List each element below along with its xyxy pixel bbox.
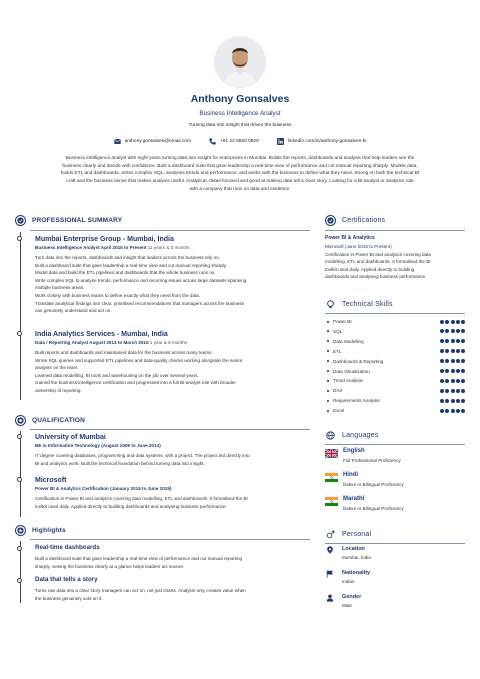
rating-dot: [440, 379, 444, 383]
rating-dot: [451, 320, 455, 324]
rating-dot: [440, 369, 444, 373]
briefcase-icon: [15, 215, 26, 226]
section-divider: [30, 429, 310, 430]
rating-dot: [451, 409, 455, 413]
professional-summary-heading: PROFESSIONAL SUMMARY: [15, 215, 122, 226]
bullet-icon: [327, 410, 329, 412]
experience-entry: [35, 331, 300, 395]
personal-label: Nationality: [342, 570, 371, 576]
role-dates: Data / Reporting Analyst August 2013 to March 2015 1 year & 8 months: [35, 340, 188, 345]
person-icon: [326, 594, 334, 602]
rating-dot: [445, 339, 449, 343]
skill-rating: [440, 349, 465, 353]
institution-name: Microsoft: [35, 477, 67, 484]
experience-description: Built reports and dashboards and maintained data for the business across many teams. Wrote SQL queries and supported ETL pipelines and data-quality checks working alongside the senior analysts on the team. Learned data modelling, BI tools and warehousing on the job over several years. Gained the business-intelligence certification and progressed into a full BI-analyst role with broader ownership of reporting.: [35, 350, 243, 393]
rating-dot: [451, 329, 455, 333]
summary-line: Business intelligence analyst with eight years turning data into insight for enterprises in Mumbai. Builds the reports, dashboards and analysis that help leaders see the: [65, 156, 415, 161]
rating-dot: [440, 329, 444, 333]
rating-dot: [461, 389, 465, 393]
lightbulb-icon: [325, 299, 336, 310]
rating-dot: [461, 379, 465, 383]
qualification-entry: [35, 434, 300, 467]
rating-dot: [461, 359, 465, 363]
personal-item-gender: [325, 594, 465, 612]
rating-dot: [456, 339, 460, 343]
skill-item: [325, 347, 465, 356]
rating-dot: [451, 389, 455, 393]
skill-name: Data Visualization: [333, 368, 370, 374]
skill-rating: [440, 379, 465, 383]
personal-label: Gender: [342, 594, 362, 600]
timeline-dot: [17, 578, 22, 583]
rating-dot: [456, 389, 460, 393]
personal-value: Mumbai, India: [342, 555, 371, 560]
skill-item: [325, 406, 465, 415]
rating-dot: [445, 389, 449, 393]
skill-rating: [440, 320, 465, 324]
personal-item-nationality: [325, 570, 465, 588]
section-divider: [30, 539, 310, 540]
linkedin-text: linkedin.com/in/anthony-gonsalves-bi: [287, 139, 367, 144]
rating-dot: [451, 339, 455, 343]
bullet-icon: [327, 340, 329, 342]
job-title: Business Intelligence Analyst: [199, 110, 281, 117]
email-contact[interactable]: [114, 138, 191, 145]
rating-dot: [451, 399, 455, 403]
skill-name: DAX: [333, 388, 343, 394]
rating-dot: [445, 329, 449, 333]
highlights-heading: Highlights: [15, 525, 66, 536]
linkedin-contact[interactable]: [277, 138, 367, 145]
skill-item: [325, 357, 465, 366]
company-name: India Analytics Services - Mumbai, India: [35, 331, 168, 338]
certification-title: Power BI & Analytics: [325, 235, 375, 241]
skill-name: Dashboards & Reporting: [333, 358, 384, 364]
language-name: English: [343, 448, 365, 454]
bullet-icon: [327, 390, 329, 392]
rating-dot: [451, 379, 455, 383]
skill-name: Data Modelling: [333, 338, 364, 344]
section-divider: [325, 444, 465, 445]
experience-description: Turn data into the reports, dashboards and insight that leaders across the business rely on. Built a dashboard suite that gave leadership a real-time view and cut manual reporting sharply. Model data and build the ETL pipelines and dashboards that the whole business runs on. Write complex SQL to analyse trends, performance and recurring issues across large datasets spanning multiple business areas. Work closely with business teams to define exactly what they need from the data. Translate analytical findings into clear, prioritised recommendations that managers across the business can genuinely understand and act on.: [35, 255, 247, 314]
rating-dot: [461, 320, 465, 324]
skill-item: [325, 396, 465, 405]
phone-icon: [209, 138, 216, 145]
rating-dot: [461, 399, 465, 403]
highlight-description: Turns raw data into a clear story managers can act on, not just charts. Analysis only creates value when the business genuinely acts on it.: [35, 588, 246, 601]
qualification-description: Certification in Power BI and analytics covering data modelling, ETL and dashboards. It formalised the BI toolkit used daily. Applied directly to building dashboards and analysing business performance.: [35, 496, 248, 509]
rating-dot: [445, 349, 449, 353]
section-divider: [325, 543, 465, 544]
bullet-icon: [327, 370, 329, 372]
rating-dot: [445, 379, 449, 383]
rating-dot: [456, 349, 460, 353]
graduation-cap-icon: [15, 415, 26, 426]
tagline: Turning data into insight that drives the business: [188, 123, 292, 128]
rating-dot: [440, 359, 444, 363]
certification-issuer: Microsoft (June 2015 to Present): [325, 244, 392, 249]
role-dates: Business Intelligence Analyst April 2015 to Present 11 years & 5 months: [35, 245, 190, 250]
bullet-icon: [327, 400, 329, 402]
skill-rating: [440, 389, 465, 393]
degree-dates: Power BI & Analytics Certification (January 2015 to June 2015): [35, 486, 172, 491]
rating-dot: [440, 339, 444, 343]
skill-item: [325, 386, 465, 395]
summary-line: craft and the business sense that makes analysis useful. Analytical, detail-focused and good at making data tell a clear story. Looking for a BI-analyst or analytics role: [66, 179, 414, 185]
summary-line: business clearly and decide with confidence. Built a dashboard suite that gave leadership a real-time view of performance and cut manual reporting sharply. Models data,: [62, 163, 418, 169]
experience-timeline: [20, 232, 21, 400]
rating-dot: [456, 329, 460, 333]
timeline-dot: [17, 546, 22, 551]
technical-skills-heading: Technical Skills: [325, 299, 393, 310]
rating-dot: [456, 399, 460, 403]
location-pin-icon: [326, 546, 334, 554]
profile-photo: [214, 36, 266, 88]
qualification-entry: [35, 477, 300, 510]
rating-dot: [445, 359, 449, 363]
highlight-entry: [35, 544, 300, 570]
rating-dot: [456, 379, 460, 383]
timeline-dot: [17, 331, 22, 336]
personal-item-location: [325, 546, 465, 564]
skill-item: [325, 376, 465, 385]
rating-dot: [461, 329, 465, 333]
skill-name: Power BI: [333, 319, 352, 324]
summary-line: with a company that runs on data and evidence.: [189, 186, 291, 192]
skill-rating: [440, 359, 465, 363]
rating-dot: [445, 320, 449, 324]
rating-dot: [456, 359, 460, 363]
rating-dot: [440, 320, 444, 324]
institution-name: University of Mumbai: [35, 434, 106, 441]
language-item: [325, 472, 465, 490]
bullet-icon: [327, 350, 329, 352]
language-name: Marathi: [343, 496, 365, 502]
summary-line: builds ETL and dashboards, writes complex SQL, analyses trends and performance, and works with the business to define what they need. Strong on both the technical BI: [60, 171, 420, 177]
language-level: Native or Bilingual Proficiency: [343, 506, 404, 511]
rating-dot: [440, 389, 444, 393]
skill-rating: [440, 329, 465, 333]
qualification-description: IT degree covering databases, programming and data systems, with a project. The project led directly into BI and analytics work. Built the technical foundation behind turning data into insight.: [35, 453, 250, 466]
languages-heading: Languages: [325, 430, 378, 441]
rating-dot: [461, 369, 465, 373]
skill-item: [325, 337, 465, 346]
rating-dot: [440, 399, 444, 403]
timeline-dot: [17, 236, 22, 241]
highlight-title: Data that tells a story: [35, 576, 98, 583]
skill-name: Trend Analysis: [333, 378, 363, 384]
skill-item: [325, 327, 465, 336]
rating-dot: [440, 349, 444, 353]
rating-dot: [451, 359, 455, 363]
experience-entry: [35, 236, 300, 315]
linkedin-icon: [277, 138, 284, 145]
section-divider: [325, 313, 465, 314]
skill-item: [325, 367, 465, 376]
qualification-timeline: [20, 431, 21, 517]
rating-dot: [440, 409, 444, 413]
india-flag-icon: [325, 473, 338, 482]
highlight-description: Built a dashboard suite that gave leadership a real-time view of performance and cut manual reporting sharply. Seeing the business clearly at a glance helps leaders act sooner.: [35, 556, 243, 569]
certification-entry: [325, 235, 465, 281]
language-name: Hindi: [343, 472, 358, 478]
language-level: Native or Bilingual Proficiency: [343, 482, 404, 487]
highlight-title: Real-time dashboards: [35, 544, 100, 551]
phone-contact[interactable]: [209, 138, 259, 145]
skill-name: ETL: [333, 348, 342, 354]
gender-symbol-icon: [325, 529, 336, 540]
skill-rating: [440, 409, 465, 413]
bullet-icon: [327, 321, 329, 323]
rating-dot: [461, 409, 465, 413]
language-level: Full Professional Proficiency: [343, 458, 401, 463]
language-item: [325, 448, 465, 466]
timeline-dot: [17, 434, 22, 439]
bullet-icon: [327, 380, 329, 382]
qualification-heading: QUALIFICATION: [15, 415, 85, 426]
skill-name: Excel: [333, 408, 345, 414]
personal-heading: Personal: [325, 529, 371, 540]
language-item: [325, 496, 465, 514]
skill-name: Requirements Analysis: [333, 398, 380, 404]
rating-dot: [456, 369, 460, 373]
highlight-entry: [35, 576, 300, 602]
rating-dot: [451, 349, 455, 353]
section-divider: [325, 230, 465, 231]
rating-dot: [461, 349, 465, 353]
degree-dates: BE in Information Technology (August 2009 to June 2013): [35, 443, 161, 448]
bullet-icon: [327, 330, 329, 332]
timeline-dot: [17, 477, 22, 482]
skill-item: [325, 317, 465, 326]
personal-value: Indian: [342, 579, 355, 584]
flag-icon: [326, 570, 334, 578]
certification-description: Certification in Power BI and analytics covering data modelling, ETL and dashboards. It formalised the BI toolkit used daily. Applied directly to building dashboards and analysing business performance.: [325, 251, 431, 280]
rating-dot: [461, 339, 465, 343]
certificate-icon: [325, 215, 336, 226]
section-divider: [30, 230, 310, 231]
uk-flag-icon: [325, 449, 338, 458]
rating-dot: [451, 369, 455, 373]
skill-rating: [440, 399, 465, 403]
phone-text: +91 22 5550 0820: [219, 139, 259, 144]
rating-dot: [445, 399, 449, 403]
contact-bar: [0, 138, 480, 145]
candidate-name: Anthony Gonsalves: [190, 93, 290, 105]
skill-rating: [440, 339, 465, 343]
company-name: Mumbai Enterprise Group - Mumbai, India: [35, 236, 174, 243]
skill-name: SQL: [333, 328, 343, 334]
profile-summary: [22, 155, 458, 194]
rating-dot: [445, 409, 449, 413]
rating-dot: [445, 369, 449, 373]
rating-dot: [456, 409, 460, 413]
star-icon: [15, 525, 26, 536]
personal-value: Male: [342, 603, 352, 608]
india-flag-icon: [325, 497, 338, 506]
email-icon: [114, 138, 121, 145]
personal-label: Location: [342, 546, 365, 552]
email-text: anthony.gonsalves@email.com: [124, 139, 191, 144]
certifications-heading: Certifications: [325, 215, 385, 226]
bullet-icon: [327, 360, 329, 362]
rating-dot: [456, 320, 460, 324]
globe-icon: [325, 430, 336, 441]
skill-rating: [440, 369, 465, 373]
